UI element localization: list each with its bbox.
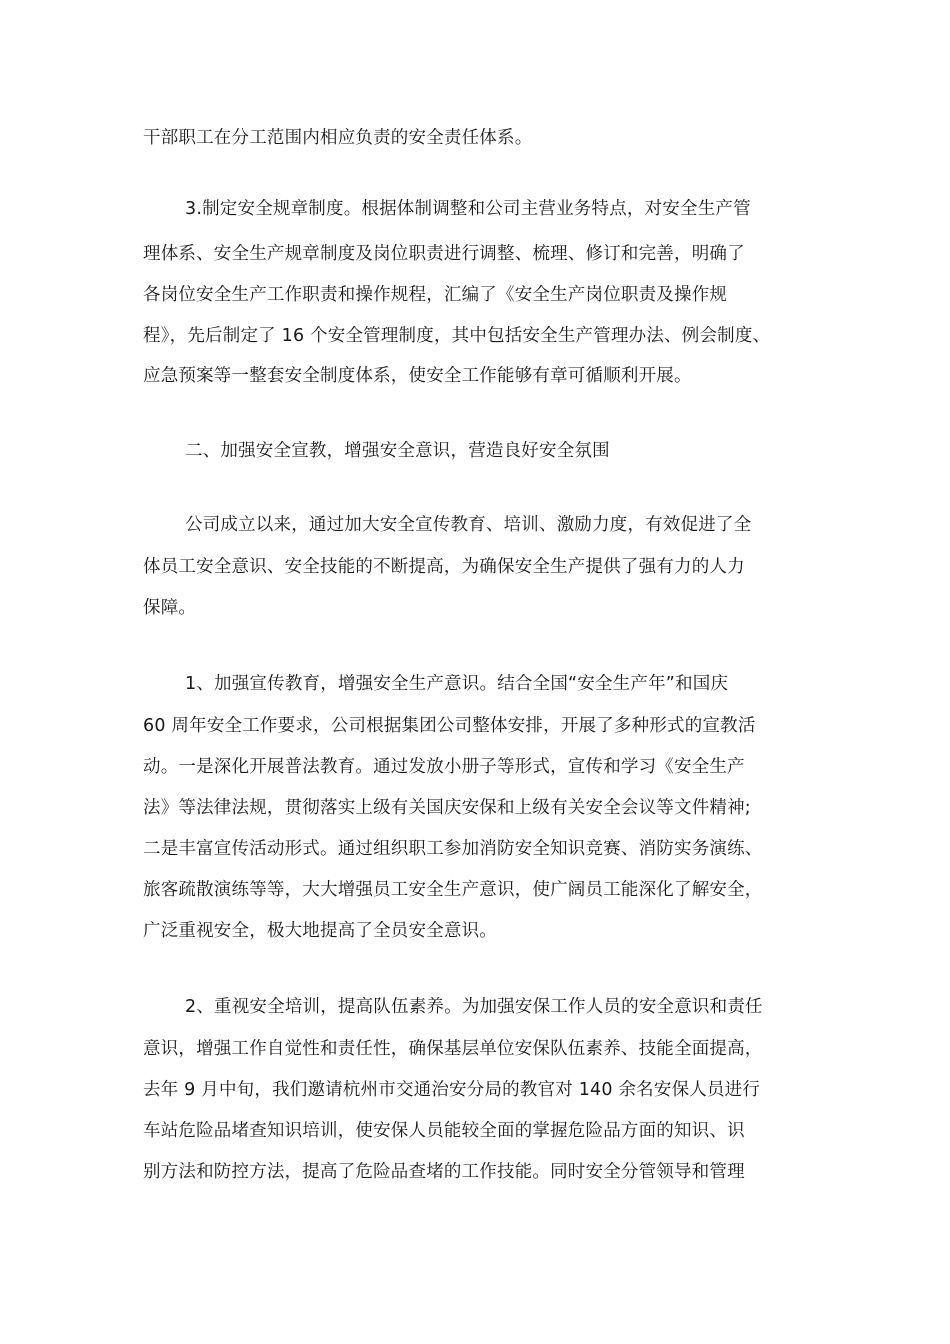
text-line: 旅客疏散演练等等，大大增强员工安全生产意识，使广阔员工能深化了解安全， [143,880,763,900]
text-line: 应急预案等一整套安全制度体系，使安全工作能够有章可循顺利开展。 [143,366,692,386]
paragraph-first-line: 2、重视安全培训，提高队伍素养。为加强安保工作人员的安全意识和责任 [185,997,763,1017]
text-line: 程》，先后制定了 16 个安全管理制度，其中包括安全生产管理办法、例会制度、 [143,326,771,346]
text-line: 别方法和防控方法，提高了危险品查堵的工作技能。同时安全分管领导和管理 [143,1162,745,1182]
text-line: 60 周年安全工作要求，公司根据集团公司整体安排，开展了多种形式的宣教活 [143,716,756,736]
text-line: 各岗位安全生产工作职责和操作规程，汇编了《安全生产岗位职责及操作规 [143,285,728,305]
text-line: 理体系、安全生产规章制度及岗位职责进行调整、梳理、修订和完善，明确了 [143,244,745,264]
text-line: 干部职工在分工范围内相应负责的安全责任体系。 [143,128,533,148]
text-line: 二是丰富宣传活动形式。通过组织职工参加消防安全知识竞赛、消防实务演练、 [143,839,763,859]
text-line: 动。一是深化开展普法教育。通过发放小册子等形式，宣传和学习《安全生产 [143,757,745,777]
text-line: 广泛重视安全，极大地提高了全员安全意识。 [143,921,497,941]
text-line: 车站危险品堵查知识培训，使安保人员能较全面的掌握危险品方面的知识、识 [143,1121,745,1141]
text-line: 体员工安全意识、安全技能的不断提高，为确保安全生产提供了强有力的人力 [143,557,745,577]
text-line: 保障。 [143,598,197,618]
text-line: 意识，增强工作自觉性和责任性，确保基层单位安保队伍素养、技能全面提高， [143,1039,763,1059]
section-heading: 二、加强安全宣教，增强安全意识，营造良好安全氛围 [185,441,610,461]
text-line: 去年 9 月中旬，我们邀请杭州市交通治安分局的教官对 140 余名安保人员进行 [143,1080,761,1100]
text-line: 法》等法律法规，贯彻落实上级有关国庆安保和上级有关安全会议等文件精神; [143,798,751,818]
paragraph-first-line: 1、加强宣传教育，增强安全生产意识。结合全国“安全生产年”和国庆 [185,674,729,694]
paragraph-first-line: 3.制定安全规章制度。根据体制调整和公司主营业务特点，对安全生产管 [185,199,751,219]
paragraph-first-line: 公司成立以来，通过加大安全宣传教育、培训、激励力度，有效促进了全 [185,515,752,535]
